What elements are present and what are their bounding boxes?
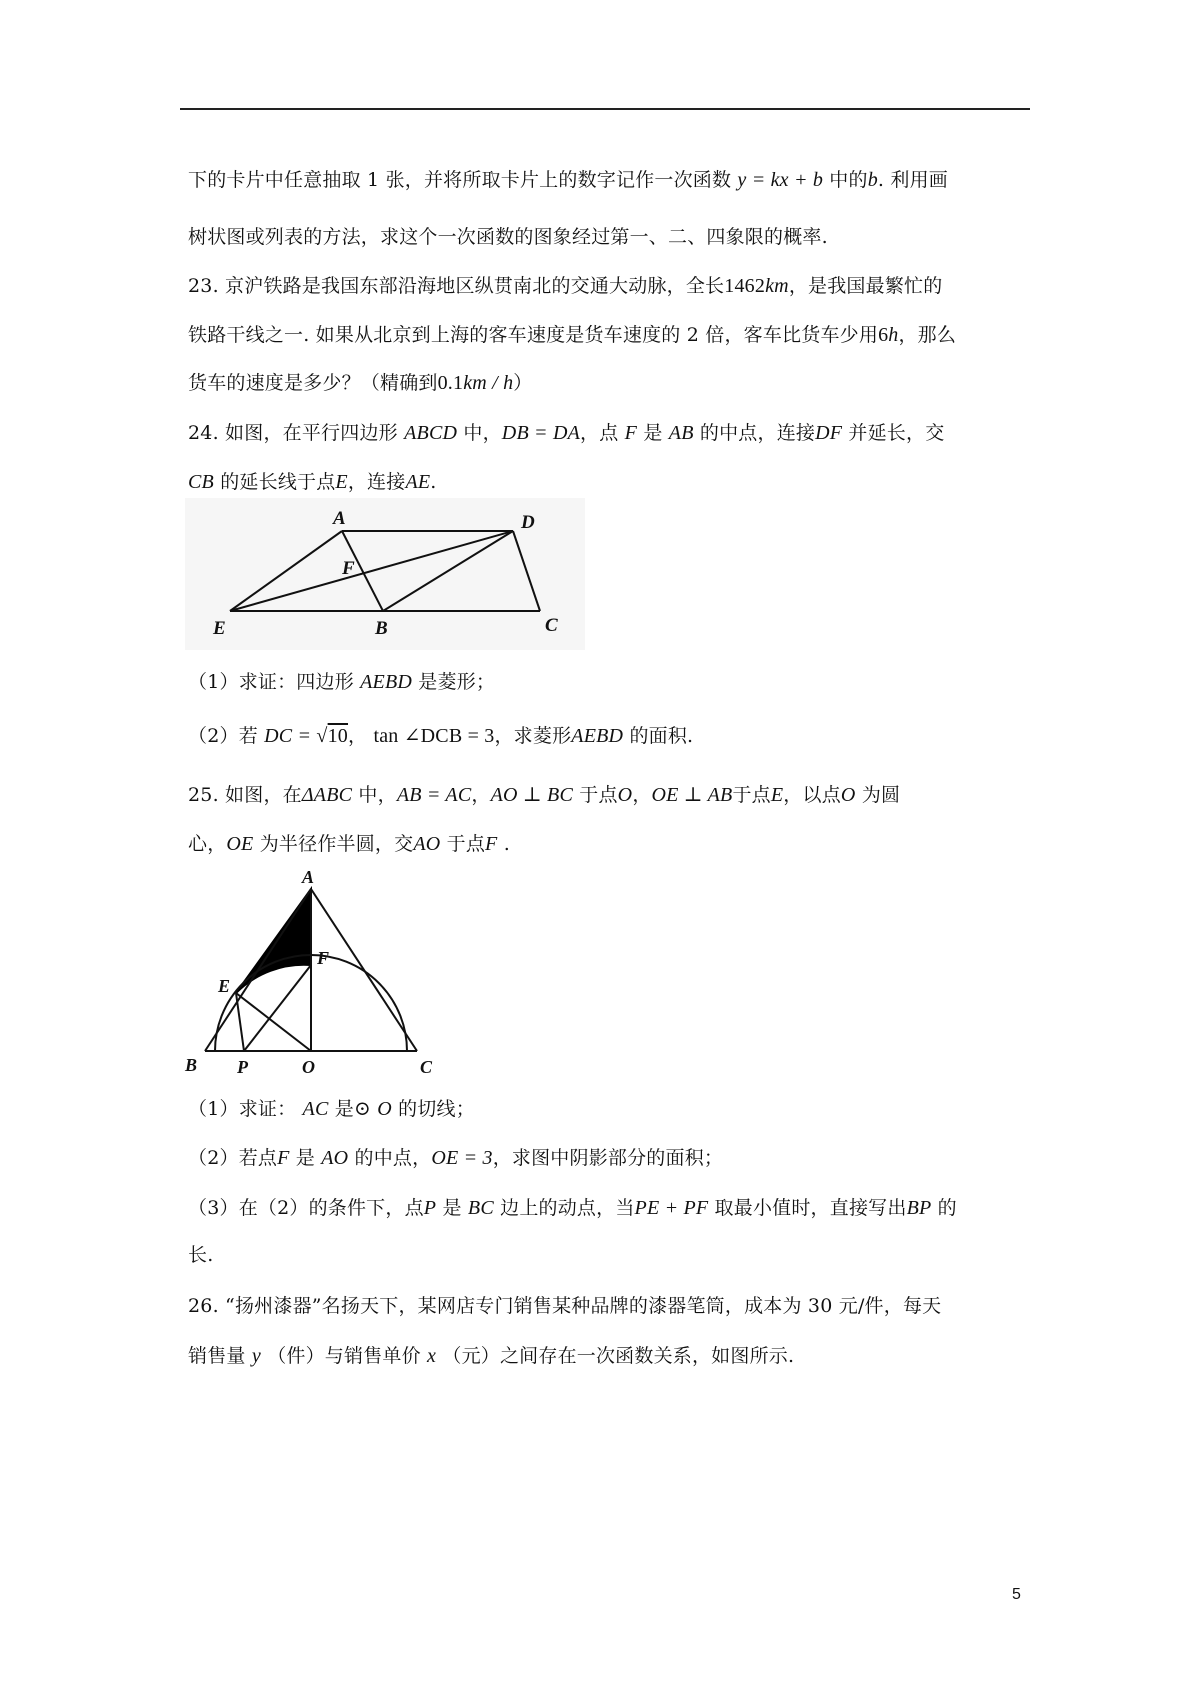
q25-line-2: 心，OE 为半径作半圆，交AO 于点F . bbox=[188, 833, 510, 855]
q26-line-2: 销售量 y （件）与销售单价 x （元）之间存在一次函数关系，如图所示. bbox=[188, 1345, 795, 1367]
q23-line-2: 铁路干线之一. 如果从北京到上海的客车速度是货车速度的 2 倍，客车比货车少用6h，那么 bbox=[188, 324, 957, 346]
label-C: C bbox=[420, 1057, 433, 1077]
q24-part2: （2）若 DC = √10， tan ∠DCB = 3，求菱形AEBD 的面积. bbox=[188, 725, 694, 747]
label-B: B bbox=[185, 1055, 198, 1075]
label-C: C bbox=[545, 615, 558, 636]
text-line-1: 下的卡片中任意抽取 1 张，并将所取卡片上的数字记作一次函数 y = kx + b 中的b. 利用画 bbox=[188, 169, 948, 191]
q24-line-1: 24. 如图，在平行四边形 ABCD 中，DB = DA，点 F 是 AB 的中点，连接DF 并延长，交 bbox=[188, 422, 945, 444]
label-F: F bbox=[317, 948, 330, 968]
label-E: E bbox=[218, 976, 231, 996]
label-A: A bbox=[302, 868, 315, 887]
label-O: O bbox=[302, 1057, 315, 1077]
label-E: E bbox=[213, 618, 226, 639]
label-P: P bbox=[237, 1057, 248, 1077]
q24-line-2: CB 的延长线于点E，连接AE. bbox=[188, 471, 437, 493]
q23-line-1: 23. 京沪铁路是我国东部沿海地区纵贯南北的交通大动脉，全长1462km，是我国最繁忙的 bbox=[188, 275, 943, 297]
q25-part1: （1）求证： AC 是⊙ O 的切线； bbox=[188, 1098, 475, 1120]
q26-line-1: 26. “扬州漆器”名扬天下，某网店专门销售某种品牌的漆器笔筒，成本为 30 元/件，每天 bbox=[188, 1295, 942, 1317]
text-line-2: 树状图或列表的方法，求这个一次函数的图象经过第一、二、四象限的概率. bbox=[188, 226, 828, 248]
page-number: 5 bbox=[1012, 1586, 1021, 1603]
q25-part2: （2）若点F 是 AO 的中点，OE = 3，求图中阴影部分的面积； bbox=[188, 1147, 724, 1169]
label-F: F bbox=[342, 558, 355, 579]
q25-part3: （3）在（2）的条件下，点P 是 BC 边上的动点，当PE + PF 取最小值时，直接写出BP 的 bbox=[188, 1197, 957, 1219]
figure-q24-parallelogram bbox=[185, 498, 585, 650]
label-B: B bbox=[375, 618, 388, 639]
q23-line-3: 货车的速度是多少？（精确到0.1km / h） bbox=[188, 372, 533, 394]
label-D: D bbox=[521, 512, 535, 533]
header-rule bbox=[180, 108, 1030, 110]
q25-part3-cont: 长. bbox=[188, 1244, 214, 1266]
figure-q25-triangle bbox=[180, 868, 445, 1080]
label-A: A bbox=[333, 508, 346, 529]
q25-line-1: 25. 如图，在ΔABC 中，AB = AC，AO ⊥ BC 于点O，OE ⊥ AB于点E，以点O 为圆 bbox=[188, 784, 901, 806]
q24-part1: （1）求证：四边形 AEBD 是菱形； bbox=[188, 671, 496, 693]
